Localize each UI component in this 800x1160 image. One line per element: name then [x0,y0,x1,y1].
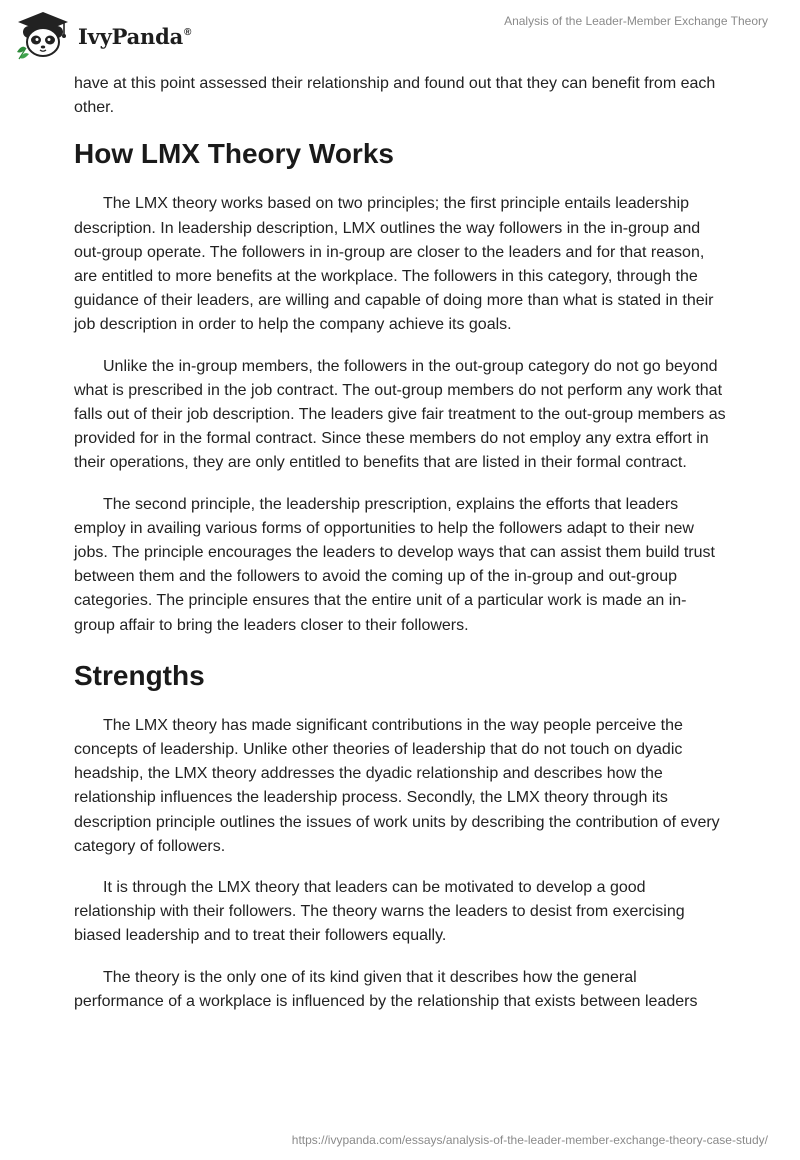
section-heading-strengths: Strengths [74,659,205,691]
registered-mark: ® [184,26,192,38]
logo-wordmark [78,24,191,49]
section-heading-how-lmx-works: How LMX Theory Works [74,138,394,170]
page-header [0,0,800,70]
article-content [74,72,726,1031]
intro-continuation: have at this point assessed their relationship and found out that they can benefit from each other. [74,75,716,117]
paragraph: The LMX theory has made significant contributions in the way people perceive the concepts of leadership. Unlike other theories of leadership that do not touch on dyadic headship, the LMX theory addresses the dyadic relationship and describes how the relationship influences the leadership process. Secondly, the LMX theory through its description principle outlines the issues of work units by describing the contribution of every category of followers. [74,716,720,855]
panda-graduate-icon [14,8,72,60]
source-url[interactable]: https://ivypanda.com/essays/analysis-of-the-leader-member-exchange-theory-case-study/ [291,1133,768,1147]
paragraph: The theory is the only one of its kind given that it describes how the general performance of a workplace is influenced by the relationship that exists between leaders [74,968,698,1010]
document-title: Analysis of the Leader-Member Exchange Theory [504,14,768,28]
paragraph: Unlike the in-group members, the followers in the out-group category do not go beyond what is prescribed in the job contract. The out-group members do not perform any work that falls out of their job description. The leaders give fair treatment to the out-group members as provided for in the formal contract. Since these members do not employ any extra effort in their operations, they are only entitled to benefits that are listed in their formal contract. [74,357,726,472]
logo-text: IvyPanda [78,23,184,49]
ivypanda-logo[interactable] [14,8,191,60]
paragraph: It is through the LMX theory that leaders can be motivated to develop a good relationship with their followers. The theory warns the leaders to desist from exercising biased leadership and to treat their followers equally. [74,879,685,945]
paragraph: The second principle, the leadership prescription, explains the efforts that leaders employ in availing various forms of opportunities to help the followers adapt to their new jobs. The principle encourages the leaders to develop ways that can assist them build trust between them and the followers to avoid the coming up of the in-group and out-group categories. The principle ensures that the entire unit of a particular work is made an in-group affair to bring the leaders closer to their followers. [74,495,715,634]
paragraph: The LMX theory works based on two principles; the first principle entails leadership description. In leadership description, LMX outlines the way followers in the in-group and out-group operate. The followers in in-group are closer to the leaders and for that reason, are entitled to more benefits at the workplace. The followers in this category, through the guidance of their leaders, are willing and capable of doing more than what is stated in their job description in order to help the company achieve its goals. [74,195,714,334]
